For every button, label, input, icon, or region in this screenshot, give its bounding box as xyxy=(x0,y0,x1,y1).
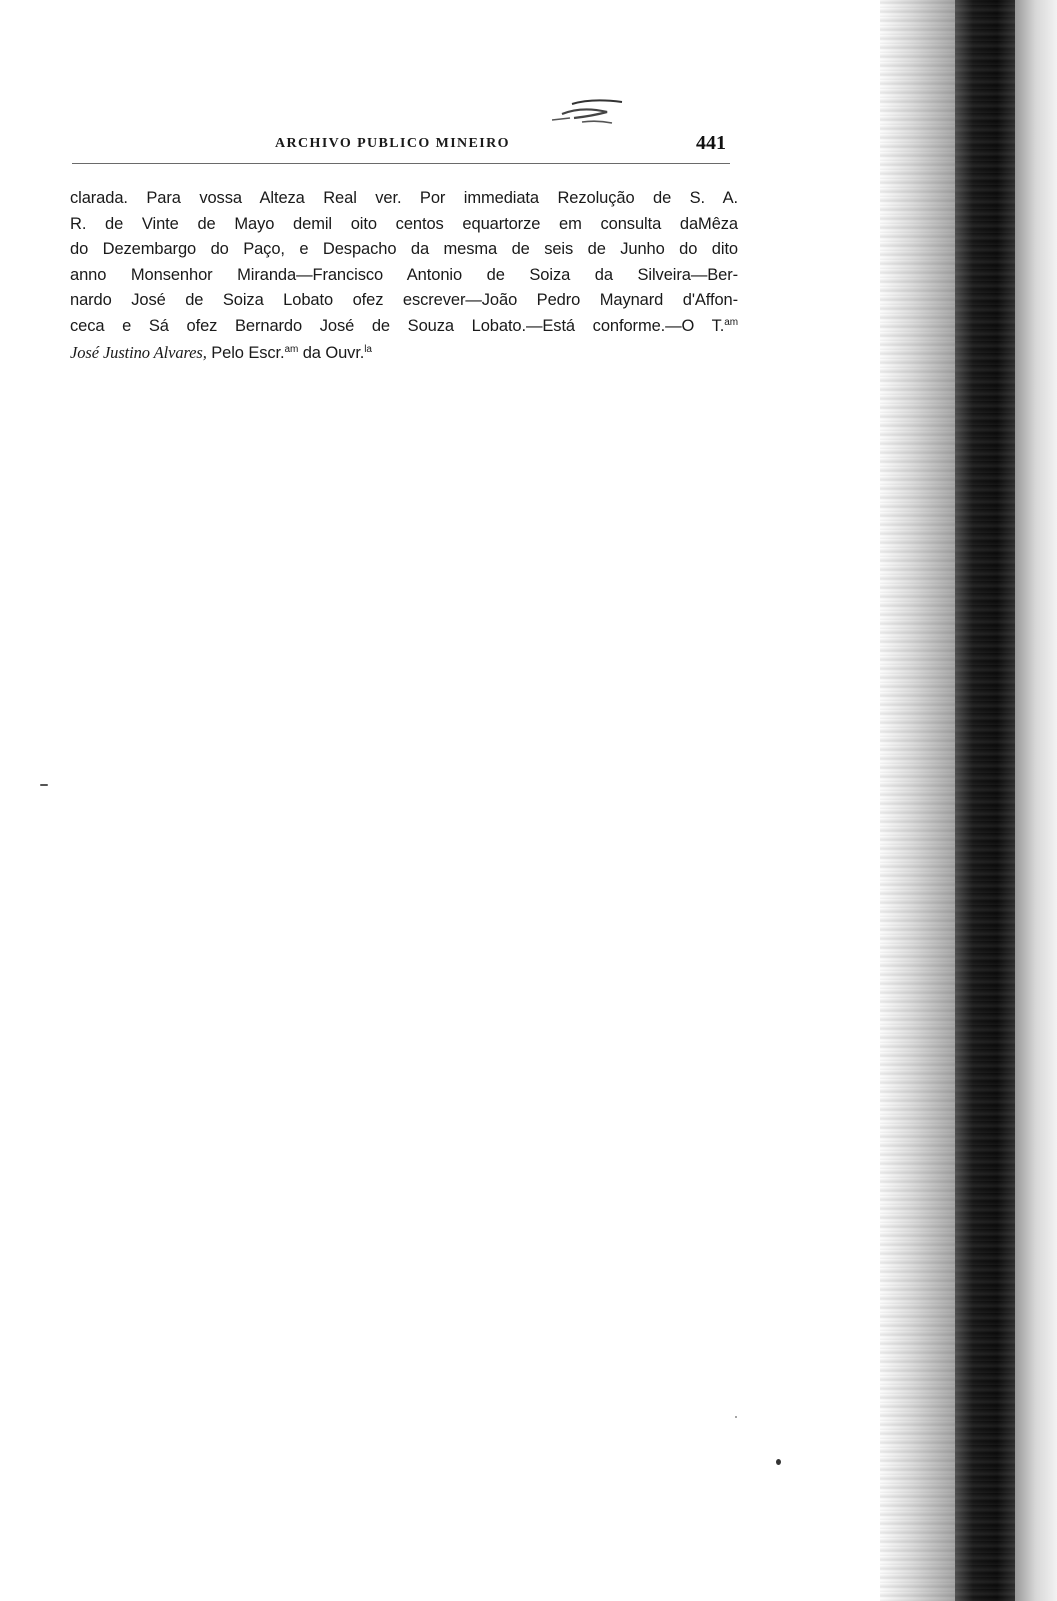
scan-edge-shadow xyxy=(880,0,960,1601)
signature-text: Pelo Escr. xyxy=(206,343,285,362)
text-line: R. de Vinte de Mayo demil oito centos equartorze em consulta daMêza xyxy=(70,214,738,233)
scan-speck xyxy=(776,1459,781,1465)
book-binding-edge xyxy=(955,0,1015,1601)
text-line: nardo José de Soiza Lobato ofez escrever—João Pedro Maynard d'Affon- xyxy=(70,291,738,310)
signatory-name: José Justino Alvares, xyxy=(70,342,207,362)
running-title: ARCHIVO PUBLICO MINEIRO xyxy=(275,136,510,151)
text-line: anno Monsenhor Miranda—Francisco Antonio de Soiza da Silveira—Ber- xyxy=(70,265,738,284)
text-line: clarada. Para vossa Alteza Real ver. Por immediata Rezolução de S. A. xyxy=(70,189,738,207)
superscript: am xyxy=(284,343,299,355)
superscript: am xyxy=(724,316,738,328)
signature-text-2: da Ouvr. xyxy=(298,343,365,362)
scan-speck xyxy=(40,784,48,786)
ink-stamp-mark xyxy=(552,96,626,126)
superscript: la xyxy=(364,343,372,355)
text-line: do Dezembargo do Paço, e Despacho da mesma de seis de Junho do dito xyxy=(70,240,738,259)
scan-outer-margin xyxy=(1015,0,1057,1601)
text-line-6 xyxy=(70,314,738,340)
header-rule xyxy=(72,163,730,164)
scan-speck xyxy=(735,1416,737,1418)
text-line-6-main: ceca e Sá ofez Bernardo José de Souza Lobato.—Está conforme.—O T. xyxy=(70,316,725,335)
text-line-signature xyxy=(70,340,738,367)
page-number: 441 xyxy=(696,132,726,154)
body-paragraph xyxy=(70,186,738,366)
page-header xyxy=(70,130,740,160)
